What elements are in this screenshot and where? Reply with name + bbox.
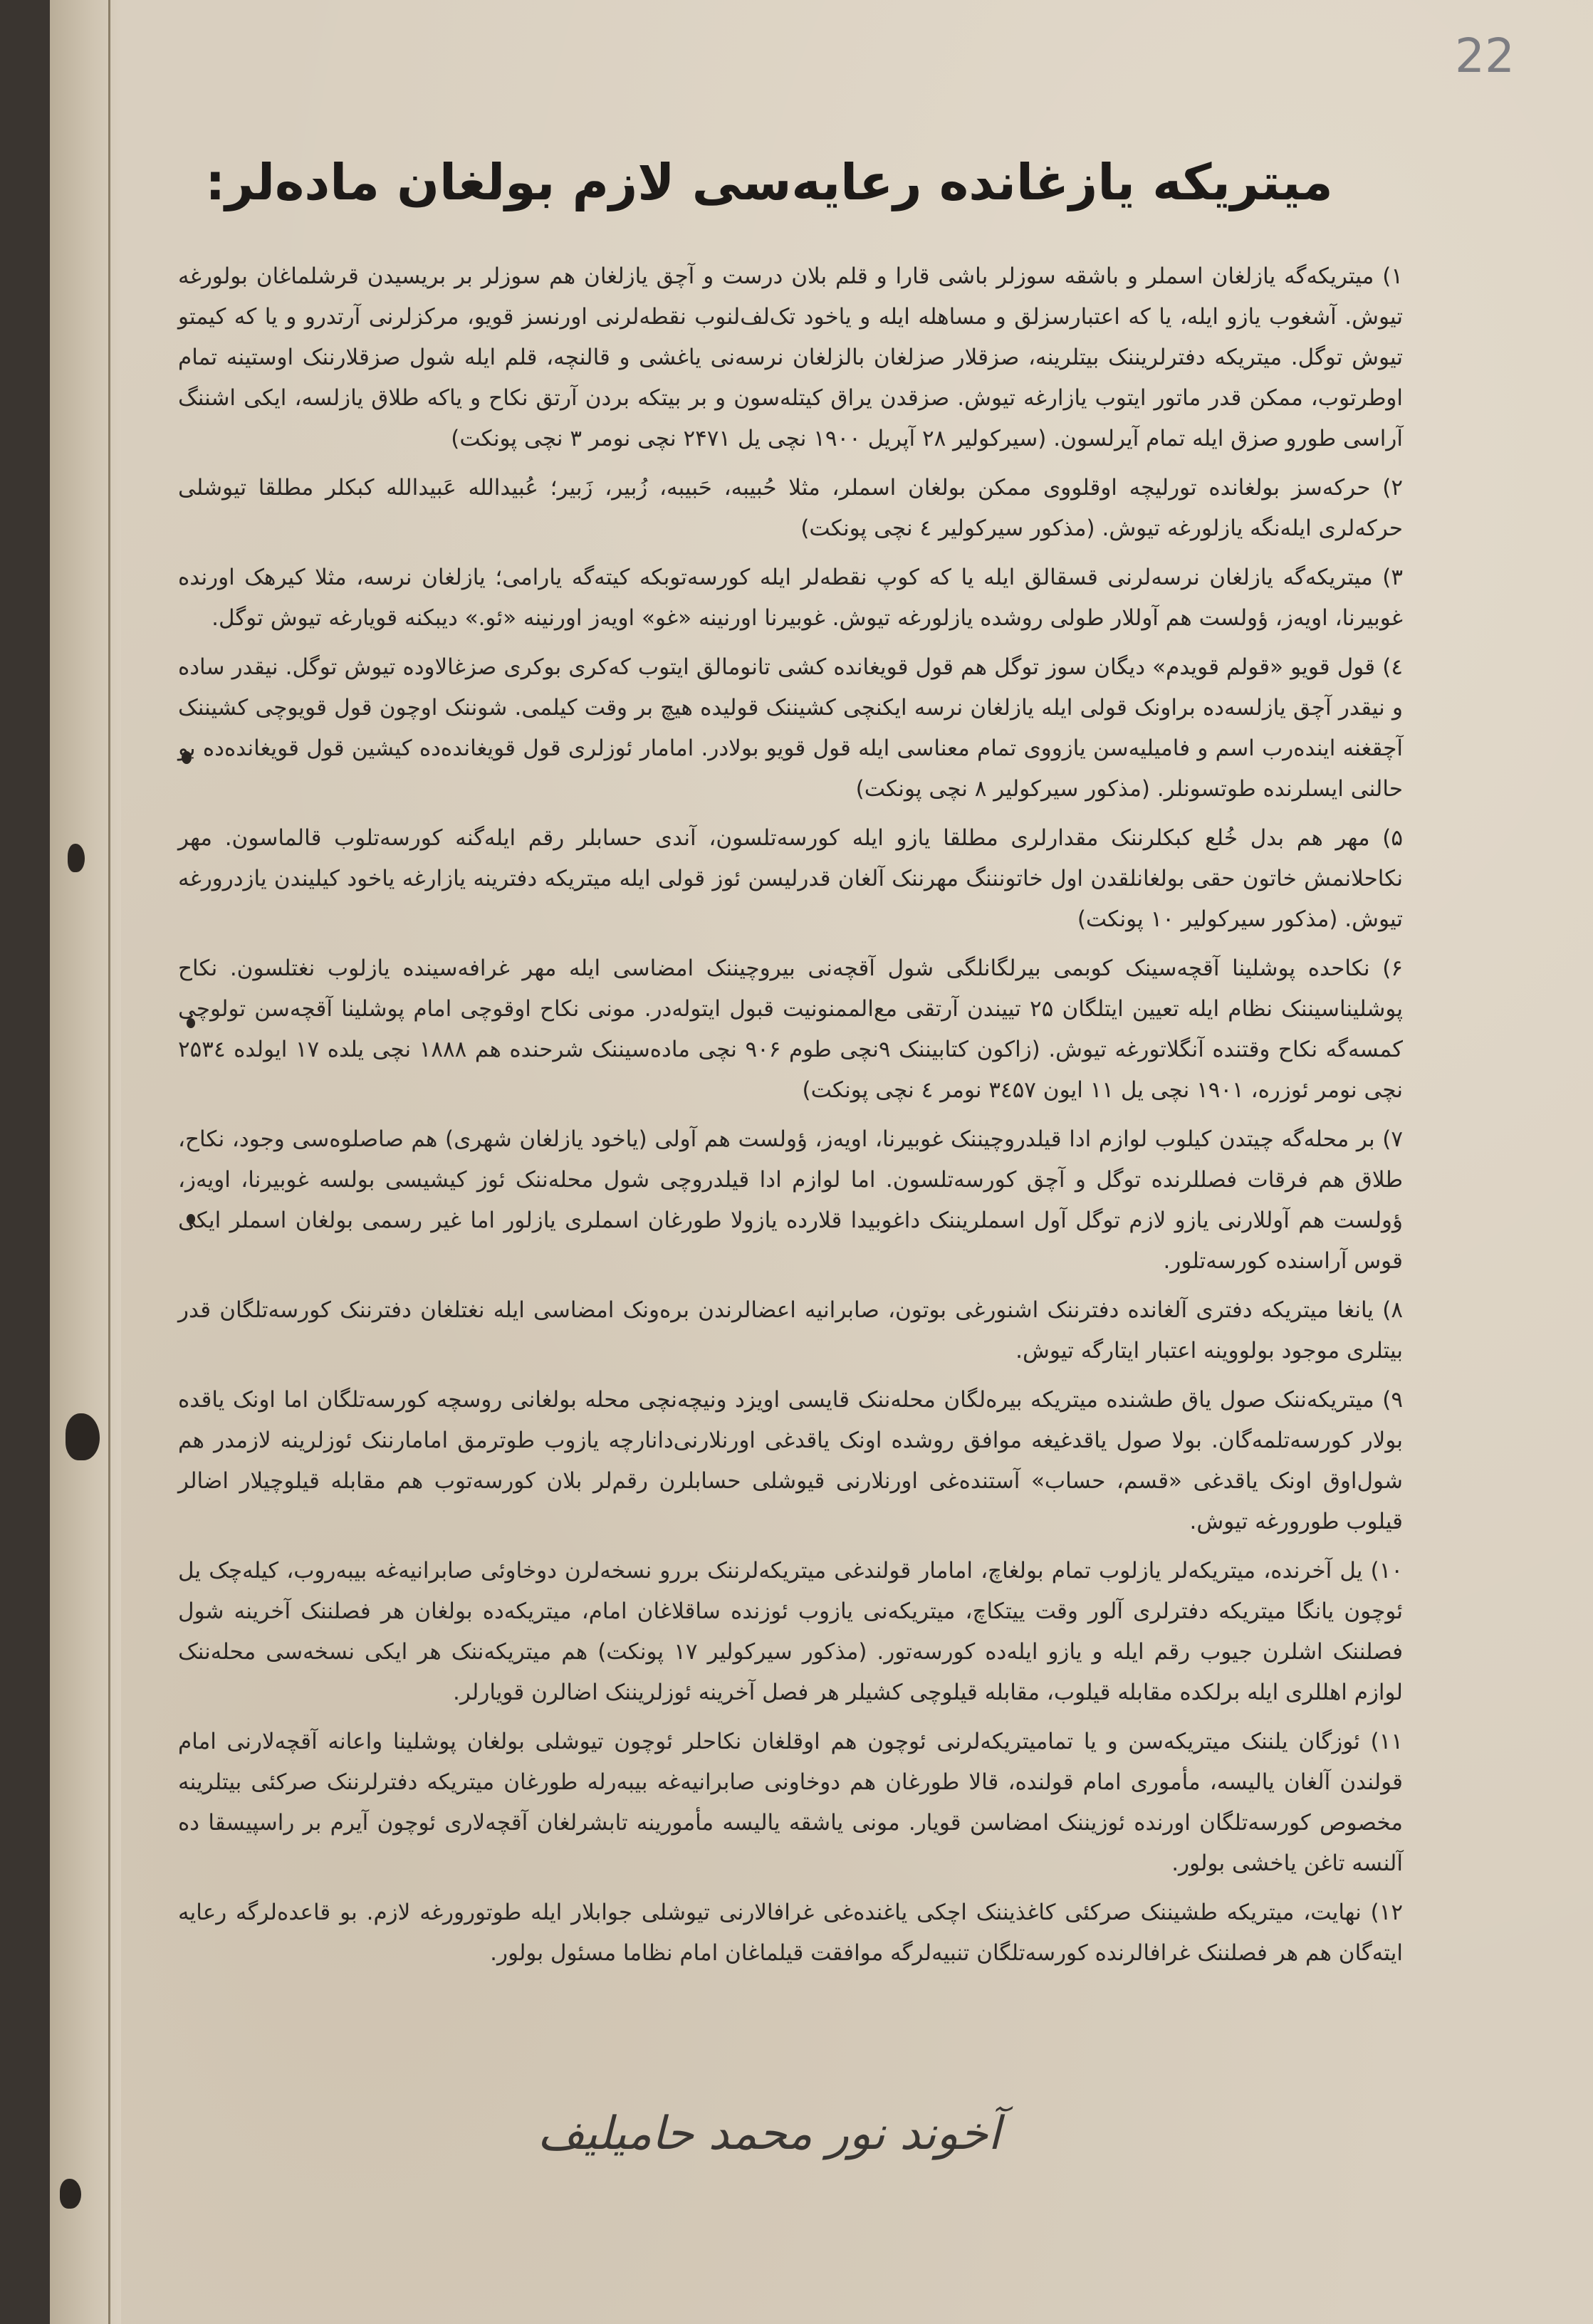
paper-damage-hole	[66, 1413, 100, 1460]
rule-paragraph-12: ۱۲) نهایت، میتریکه طشیننک صرکئی کاغذیننک اچکی یاغنده‌غی غرافالارنی تیوشلی جوابلار ایله طوتورورغه لازم. بو قاعده‌لرگه رعایه ایته‌گان هم هر فصلننک غرافالرنده کورسه‌تلگان تنبیه‌لرگه موافقت قیلماغان امام نظاما مسئول بولور.	[178, 1900, 1403, 1966]
rule-paragraph-5: ۵) مهر هم بدل خُلع کبکلرننک مقدارلری مطلقا یازو ایله کورسه‌تلسون، آندی حسابلر رقم ایله‌گنه کورسه‌تلوب قالماسون. مهر نکاحلانمش خاتون حقی بولغانلقدن اول خاتونننگ مهرننک آلغان قدرلیسن ئوز قولی ایله میتریکه دفترینه یازارغه یاخود کیلیندن یازدرورغه تیوش. (مذکور سیرکولیر ۱۰ پونکت)	[178, 825, 1403, 932]
binding-strip	[50, 0, 121, 2324]
rule-paragraph-2: ۲) حرکه‌سز بولغانده تورلیچه اوقلووی ممکن بولغان اسملر، مثلا حُبیبه، حَبیبه، زُبیر، زَبیر؛ عُبیدالله عَبیدالله کبکلر مطلقا تیوشلی حرکه‌لری ایله‌نگه یازلورغه تیوش. (مذکور سیرکولیر ٤ نچی پونکت)	[178, 475, 1403, 541]
rule-paragraph-7: ۷) بر محله‌گه چیتدن کیلوب لوازم ادا قیلدروچیننک غوبیرنا، اویه‌ز، ؤولست هم آولی (یاخود یازلغان شهری) هم صاصلوه‌سی وجود، نکاح، طلاق هم فرقات فصللرنده توگل و آچق کورسه‌تلسون. اما لوازم ادا قیلدروچی شول محله‌ننک ئوز کیشیسی بولسه غوبیرنا، اویه‌ز، ؤولست هم آوللارنی یازو لازم توگل آول اسملریننک داغوبیدا قلارده یازولا طورغان اسملری یازلور اما غیر رسمی بولغان اسملر ایکی قوس آراسنده کورسه‌تلور.	[178, 1126, 1403, 1274]
binding-line	[108, 0, 110, 2324]
rule-paragraph-10: ۱۰) یل آخرنده، میتریکه‌لر یازلوب تمام بولغاچ، امامار قولندغی میتریکه‌لرننک بررو نسخه‌لرن دوخاوئی صابرانیه‌غه بیبه‌روب، کیله‌چک یل ئوچون یانگا میتریکه دفترلری آلور وقت ییتکاچ، میتریکه‌نی یازوب ئوزنده ساقلاغان امام، میتریکه‌ده بولغان هر فصلننک آخرینه شول فصلننک اشلرن جیوب رقم ایله و یازو ایله‌ده کورسه‌تور. (مذکور سیرکولیر ۱۷ پونکت) هم میتریکه‌ننک هر ایکی نسخه‌سی محله‌ننک لوازم اهللری ایله برلکده مقابله قیلوب، مقابله قیلوچی کشیلر هر فصل آخرینه ئوزلریننک اضالرن قویارلر.	[178, 1558, 1404, 1705]
rule-paragraph-6: ۶) نکاحده پوشلینا آقچه‌سینک کوبمی بیرلگانلگی شول آقچه‌نی بیروچیننک امضاسی ایله مهر غرافه‌سینده یازلوب نغتلسون. نکاح پوشلیناسیننک نظام ایله تعیین ایتلگان ۲۵ تییندن آرتقی مع‌الممنونیت قبول ایتوله‌در. مونی نکاح اوقوچی امام پوشلینا آقچه‌سن تولوچی کمسه‌گه نکاح وقتنده آنگلاتورغه تیوش. (زاکون کتابیننک ۹نچی طوم ۹۰۶ نچی ماده‌سیننک شرحنده هم ۱۸۸۸ نچی یلده ۱۷ ایولده ۲۵۳٤ نچی نومر ئوزره، ۱۹۰۱ نچی یل ۱۱ ایون ۳٤۵۷ نومر ٤ نچی پونکت)	[178, 956, 1403, 1103]
signature: آخوند نور محمد حامیلیف	[537, 2108, 1001, 2160]
page-number: 22	[1455, 28, 1515, 83]
document-body	[178, 256, 1403, 2093]
paper-damage-hole	[68, 844, 85, 872]
rule-paragraph-3: ۳) میتریکه‌گه یازلغان نرسه‌لرنی قسقالق ایله یا که کوپ نقطه‌لر ایله کورسه‌توبکه کیته‌گه یارامی؛ یازلغان نرسه، مثلا کیرهک اورنده غوبیرنا، اویه‌ز، ؤولست هم آوللار طولی روشده یازلورغه تیوش. غوبیرنا اورنینه «غو» اویه‌ز اورنینه «ئو.» دیبکنه قویارغه تیوش توگل.	[178, 565, 1403, 631]
paper-damage-hole	[60, 2179, 81, 2209]
rule-paragraph-9: ۹) میتریکه‌ننک صول یاق طشنده میتریکه بیره‌لگان محله‌ننک قایسی اویزد ونیچه‌نچی محله بولغانی روسچه کورسه‌تلگان اما اونک یاقده بولار کورسه‌تلمه‌گان. بولا صول یاقدغیغه موافق روشده اونک یاقدغی اورنلارنی‌دانارچه یازوب طوترمق امامارننک ئوزلرینه لازمدر هم شول‌اوق اونک یاقدغی «قسم، حساب» آستنده‌غی اورنلارنی قیوشلی حسابلرن رقم‌لر بلان کورسه‌توب هم مقابله قیلوچیلار اضالر قیلوب طورورغه تیوش.	[178, 1387, 1403, 1534]
document-title: میتریکه یازغانده رعایه‌سی لازم بولغان ماده‌لر:	[205, 153, 1333, 211]
rule-paragraph-1: ۱) میتریکه‌گه یازلغان اسملر و باشقه سوزلر باشی قارا و قلم بلان درست و آچق یازلغان هم سوزلر بر بریسیدن قرشلماغان بولورغه تیوش. آشغوب یازو ایله، یا که اعتبارسزلق و مساهله ایله و یاخود تک‌لف‌لنوب نقطه‌لرنی اورنسز قویو، مرکزلرنی آرتدرو و یا که کیمتو تیوش توگل. میتریکه دفترلریننک بیتلرینه، صزقلار صزلغان بالزلغان نرسه‌نی یاغشی و قالنچه، قلم ایله شول صزقلارننک اوستینه تمام اوطرتوب، ممکن قدر ماتور ایتوب یازارغه تیوش. صزقدن یراق کیتله‌سون و بر بیتکه بردن آرتق نکاح و یاکه طلاق یازلسه، ایکی اشننگ آراسی طورو صزق ایله تمام آیرلسون. (سیرکولیر ۲۸ آپریل ۱۹۰۰ نچی یل ۲۴۷۱ نچی نومر ۳ نچی پونکت)	[178, 263, 1403, 451]
rule-paragraph-11: ۱۱) ئوزگان یلننک میتریکه‌سن و یا تمامیتریکه‌لرنی ئوچون هم اوقلغان نکاحلر ئوچون تیوشلی بولغان پوشلینا واعانه آقچه‌لارنی امام قولندن آلغان یالیسه، مأموری امام قولنده، قالا طورغان هم دوخاونی صابرانیه‌غه بیبه‌رله طورغان میتریکه دفترلرننک صرکئی بیتلرینه مخصوص کورسه‌تلگان اورنده ئوزیننک امضاسن قویار. مونی یاشقه یالیسه مأمورینه تابشرلغان آقچه‌لاری ئوچون آیرم بر راسپیسقا ده آلنسه تاغن یاخشی بولور.	[178, 1729, 1403, 1876]
rule-paragraph-4: ٤) قول قویو «قولم قویدم» دیگان سوز توگل هم قول قویغانده کشی تانومالق ایتوب که‌کری بوکری صزغالاوده تیوش توگل. نیقدر ساده و نیقدر آچق یازلسه‌ده براونک قولی ایله یازلغان نرسه ایکنچی کشیننک قولیده هیچ بر وقت کیلمی. شوننک اوچون قول قویوچی کشیننک آچقغنه اینده‌رب اسم و فامیلیه‌سن یازووی تمام معناسی ایله قول قویو بولادر. امامار ئوزلری قول قویغانده‌ده کیشین قول قویغانده‌ده بو حالنی ایسلرنده طوتسونلر. (مذکور سیرکولیر ۸ نچی پونکت)	[178, 654, 1403, 802]
rule-paragraph-8: ۸) یانغا میتریکه دفتری آلغانده دفترننک اشنورغی بوتون، صابرانیه اعضالرندن بره‌ونک امضاسی ایله نغتلغان دفترننک کورسه‌تلگان قدر بیتلری موجود بولووینه اعتبار ایتارگه تیوش.	[178, 1297, 1403, 1363]
